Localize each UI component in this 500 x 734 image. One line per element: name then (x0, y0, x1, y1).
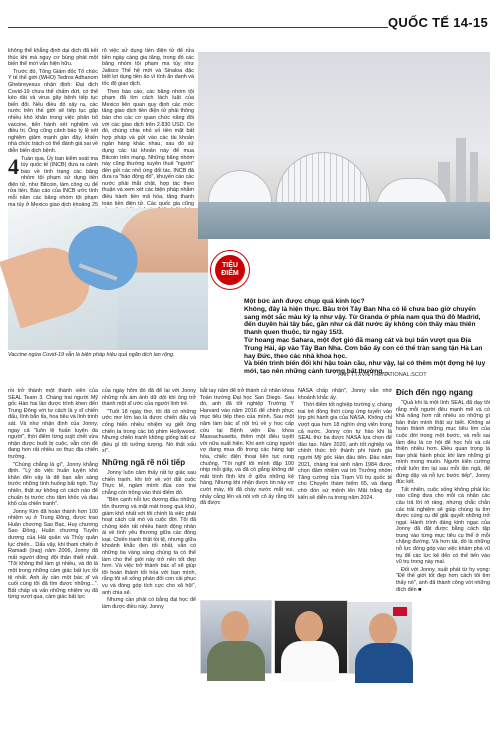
subheading: Những ngã rẽ nối tiếp (102, 457, 186, 467)
paragraph: rồi trở thành một thành viên của SEAL Team 3. Chàng trai người Mỹ gốc Hàn hai lần được trình khen đến Trung Đông với tư cách là y sĩ chiến đấu, lính bắn tỉa, hoa tiêu và lính trinh sát. Và như nhận định của Jonny, ngay cả "luôn lệ huấn luyện đa người", thời điểm từng suýt chết vừa nhận được buổi bị cuộc, vẫn còn đề đang hon rất nhiều so thục địa chiến trường. (8, 388, 98, 460)
feature-question: Một bức ảnh được chụp quá kinh lọc? (244, 298, 365, 305)
paragraph: không thể khẳng định dại dịch đã kết thúc khi mà nguy cơ bùng phát một biến thể mới vẫn hiện hữu. (8, 48, 98, 68)
astronaut-photo-military (200, 600, 272, 674)
paragraph: "Bên cạnh nỗi lực đương đầu những tổn thương và mặt mát trong quá khứ, giám khổ nhất với tôi chính là việc phải hoạt cách cái mó và cuộc đời. Tôi đã chứng kiến rất nhiều hành động nhân ái về tình yêu thương giữa các đồng loại. Chiến tranh thật tồi tệ, nhưng giữa khoảnh khắc đen tối nhất, vẫn có những tia vàng sáng chúng ta có thể làm cho thế giới này trở nên tốt đẹp hơn. Và việc trở thành bác sĩ sẽ giúp tôi hoàn thành tốt hóa với bạn mình, rằng tôi sẽ sống phản đối con cái phục vụ và đóng góp tích cực cho xã hội", anh chia sẻ. (102, 497, 196, 596)
portrait-coat (281, 641, 339, 681)
astronaut-photo-doctor (274, 600, 348, 674)
portrait-uniform (207, 641, 265, 681)
page-numbers: 14-15 (453, 15, 488, 30)
hemisferic-building (276, 152, 370, 208)
vaccination-photo (8, 208, 196, 350)
city-dust-photo (198, 52, 490, 239)
portrait-head (369, 613, 397, 645)
paragraph: rõ việc sử dụng tiền điện tử để rửa tiền ngày càng gia tăng, trong đó các băng nhóm tội phạm ma túy như Jalisco Thế hệ mới và Sinaloa đặc biệt lợi dụng tiền ảo vì tính ẩn danh và tốc độ giao dịch. (102, 48, 194, 87)
article-bottom-col-4 (298, 388, 392, 596)
portrait-flight-suit (355, 643, 413, 683)
paragraph: NASA chấp nhận", Jonny vẫn nhớ khoảnh khắc ấy. (298, 388, 392, 401)
paragraph: "Quả khi là một lính SEAL đã dạy tôi rằng mỗi người đều mạnh mẽ và có khả năng hơn rất nhiều so những gì bản thân mình thật sự biết. Không ai hoàn thành những mục tiêu lớn của cuộc đời trong một bước, và mỗi sai lầm đều là cơ hội để học hỏi và cải thiện nhiều hơn. Điều quan trọng là bạn phải hành phúc khi làm những gì mình mong muốn. Người kiên cường nhất luôn tìm lại sau mỗi lần ngã, để đứng dậy và nỗ lực bước tiếp", Jonny đúc kết. (396, 400, 490, 486)
section-title (388, 15, 488, 30)
subheading: Đích đến ngọ ngang (396, 388, 473, 397)
paragraph: Nhưng cần phải có bằng đại học để làm được điều này. Jonny (102, 597, 196, 610)
article-top-col-1 (8, 48, 98, 206)
feature-paragraph: Không, đây là hiện thực. Bầu trời Tây Ban Nha có lẽ chưa bao giờ chuyển sang một sắc màu kỳ lạ như vậy. Từ Granda ở phía nam qua thủ đô Madrid, đến duyên hải tây bắc, gần như cả đất nước ấy không còn thấy màu thiên thanh quen thuộc, từ ngày 15/3. (244, 305, 481, 337)
reflecting-pool (198, 202, 490, 239)
tieu-diem-badge (210, 250, 250, 290)
paragraph: Trước đó, Tổng Giám đốc Tổ chức Y tế thế giới (WHO) Tedros Adhanom Ghebreyesus nhận định: Đại dịch Covid-19 chưa thể chấm dứt, có thể kéo dài và virus gây bệnh tiếp tục biến đổi. Nếu điều đó xảy ra, các nước trên thế giới sẽ tiếp tục gặp nhiều khó khăn trong việc phân bổ vaccine, tiến hành xét nghiệm và điều trị. Ông cũng cảnh báo tỷ lệ xét nghiệm giảm mạnh gần đây, khiến nhà chức trách có thể đánh giá sai về diễn biến dịch bệnh. (8, 68, 98, 154)
feature-paragraph: Từ hoang mạc Sahara, một đợt gió đã mang cát và bụi bẩn vượt qua Địa Trung Hải, áp vào Tây Ban Nha. Cơn bão ấy con có thể tràn sang tận Hà Lan hay Đức, theo các nhà khoa học. (244, 336, 483, 360)
paragraph: Jonny Kim đã hoàn thành hơn 100 nhiệm vụ ở Trung Đông, được trao Huân chương Sao Bạc, Huy chương Sao Đồng, Huân chương Tuyên dương của Hải quân và Thủy quân lục chiến... Dấu vậy, khi tham chiến ở Ramadi (Iraq) năm 2006, Jonny đã mất người đồng đội thân thiết nhất. "Tôi không thể làm gì nhiều, và đó là một trong những cảm giác bất lực tồi tệ nhất. Anh ấy cần một bác sĩ và cuối cùng tôi đã tìm được những...". Bất chấp và vấn những nhiệm vụ đã từng vượt qua, cảm giác bất lực (8, 508, 98, 601)
paragraph: Tuần qua, Ủy ban kiểm soát ma túy quốc tế (INCB) đưa ra cảnh báo về tình trạng các băng nhóm tội phạm sử dụng tiền điện tử, như Bitcoin, làm công cụ để rửa tiền. Báo cáo của INCB ước tính mỗi năm các băng nhóm tội phạm ma túy ở Mexico giao dịch khoảng 25 (8, 155, 98, 208)
badge-line-2: ĐIỂM (221, 270, 239, 277)
paragraph: "Chúng chẳng là gì", Jonny khẳng định. "Lý do việc huấn luyện khó khăn đến vậy là để bạn sẵn sàng trước những tình huống bất ngờ. Tuy nhiên, thật sự không có cách nào để chuẩn bị trước cho tâm khốc và đau khổ của chiến tranh". (8, 461, 98, 508)
drop-cap: 4 (8, 153, 19, 179)
portrait-head (221, 611, 249, 643)
paragraph: "Tuổi 18 ngày thơ, tôi đã có những ước mơ lớn lao là được chiến đấu và cống hiến nhiều nhiệm vụ giết ông chiến ta trong các bộ phim Hollywood. Nhưng chiến tranh không giống bất cứ điều gì tôi tưởng tượng. Nó thật xấu xí". (102, 408, 196, 455)
building (470, 152, 478, 208)
article-bottom-col-3 (200, 388, 294, 596)
article-bottom-col-1 (8, 388, 98, 728)
photo-credit: Ảnh: TTXVN/THENATIONAL.SCOT (338, 372, 427, 378)
badge-line-1: TIÊU (222, 262, 238, 269)
nurse-figure (118, 208, 208, 350)
article-bottom-col-2 (102, 388, 196, 728)
header-rule (8, 27, 388, 28)
paragraph: của ngày hôm đó đã để lại với Jonny những nỗi ám ảnh dữ dội khi ông trở thành một sĩ ước của người lính trẻ. (102, 388, 196, 408)
paragraph: Tất nhiên, cuộc sống không phải lúc nào cũng đưa cho mỗi cá nhân các câu trả lời rõ ràng, nhưng chắc chắn các trải nghiệm sẽ giúp chúng ta tìm được cùng cụ để giải quyết những trở ngại. Hành trình đáng kinh ngạc của Jonny đã đặt được bằng cách tập trung vào từng mục tiêu cụ thể ở mỗi chặng đường. Và hơn tài, đó là những nỗ lực đóng góp vào việc khám phá vũ trụ để các lực kẻ đến có thể tiến vào vũ trụ trong này mai. (396, 486, 490, 566)
astronaut-photo-nasa (348, 602, 412, 674)
feature-text (244, 298, 490, 376)
feature-paragraph: Và biến trình biến đổi khí hậu toàn cầu, như vậy, lại có thêm một đợng hệ lụy mới, tạo nên những cảnh tượng bất thường... (244, 360, 486, 376)
paragraph: Jonny luôn cảm thấy rất tự giác sau chiến tranh, khi trở về với đất cuộc Thực tế, ngàm mình đùa con trai chẳng còn trông vào thói điểm đó. (102, 469, 196, 496)
page-header (0, 0, 500, 40)
paragraph: Thời điểm tốt nghiệp trường y, chàng trai trẻ đồng thời cùng ứng tuyển vào lớp phi hành gia của NASA. Không chỉ vượt qua hơn 18 nghìn ứng viên trong cả nước, Jonny còn tự hào khi là SEAL thứ ba được NASA lựa chọn để đào tạo. Năm 2020, anh tốt nghiệp và chính thức trở thành phi hành gia người Mỹ gốc Hàn đầu tiên. Đầu năm 2021, chàng trai sinh năm 1984 được chọn đảm nhiệm vai trò Trưởng nhóm Tăng cường của Trạm Vũ trụ quốc tế cho Chuyến thám hiểm 65, và đang chờ đón sứ mệnh lên Mặt trăng dự kiến sẽ diễn ra trong năm 2024. (298, 402, 392, 501)
paragraph: Đối với Jonny, xuất phát từ hy vọng: "Để thế giới tốt đẹp hơn cách tôi tìm thấy nó", anh đã thành công với những đích đến ■ (396, 566, 490, 593)
paragraph: Theo báo cáo, các băng nhóm tội phạm đã tìm cách lách luật của Mexico liên quan quy định các mức tăng giao dịch tiền điện tử phải thông báo cho các cơ quan chức năng đối với các giao dịch trên 2.830 USD. Do đó, chúng chia nhỏ số tiền mặt bất hợp pháp và gửi vào các tài khoản ngân hàng khác nhau, sau đó sử dụng các tài khoản này để mua Bitcoin trên mạng. Những băng nhóm này cũng thường xuyên thuê "người" đến gửi các nhỏ ứng đối tác. INCB đã đưa ra "báo động đỏ", khuyến cáo các nước phải thắt chặt, hợp tác theo thuận và xem xét các biện pháp nhằm điều hành tiền mã hóa, tăng thanh toán tiền điện tử. Các quốc gia cũng (102, 88, 194, 207)
article-top-col-2 (102, 48, 194, 206)
flag-icon (393, 607, 407, 616)
paragraph: bắt tay năm để trở thành cử nhân khoa Toán trường Đại học San Diego. Sau đó, anh đã tốt nghiệp Trường Y Harvard vào năm 2016 để chính phục mục tiêu tiếp theo của mình. Sau một năm làm bác sĩ nội trú về y học cấp cứu tại Bệnh viện Đa khoa Massachusetts, thêm một điều tuyệt vời nữa xuất hiện. Khi anh cùng người vợ đang mua đồ trong các hàng tạp hóa, chiếc điện thoại liên tục rung chuông. "Tôi nghĩ tôi mình đặp 100 nhịp mỗi giây, và đã có gắng không để mất bình tĩnh khi ở giữa những kệ hàng. Nhưng khi nhận được tin này vợ cười mày, tôi đã cháy nước mắt vui, nhảy cẫng lên và nói với cô ấy rằng tôi đã được (200, 388, 294, 507)
section-name: QUỐC TẾ (388, 15, 450, 30)
portrait-head (295, 611, 323, 643)
vaccine-caption: Vaccine ngừa Covid-19 vẫn là biện pháp hiệu quả ngăn dịch lan rộng. (8, 352, 175, 358)
building (456, 138, 466, 208)
